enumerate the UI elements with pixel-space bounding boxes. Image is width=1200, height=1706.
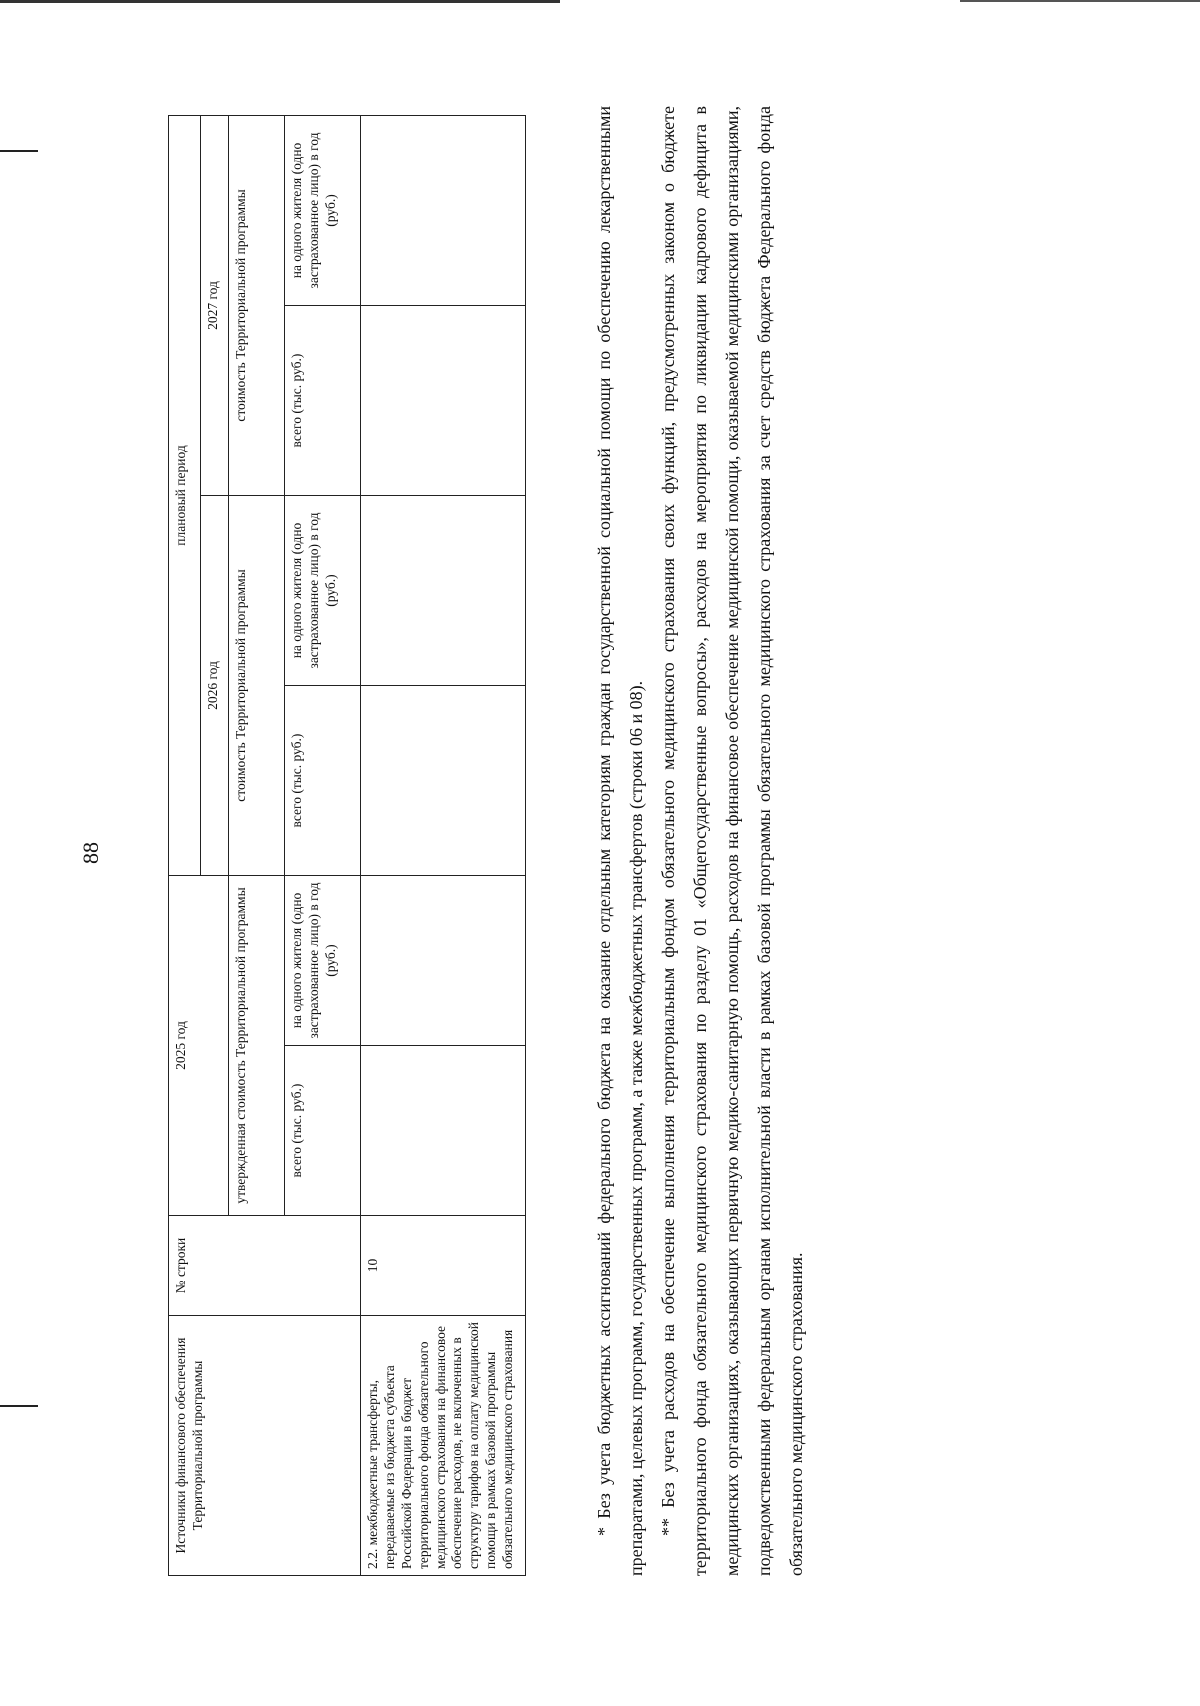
header-total-2027: всего (тыс. руб.) bbox=[285, 306, 361, 496]
row-total-2026 bbox=[361, 686, 526, 876]
header-per-capita-2026: на одного жителя (одно застрахованное лицо) в год (руб.) bbox=[285, 496, 361, 686]
page-number: 88 bbox=[78, 842, 103, 864]
table-row bbox=[361, 115, 526, 1575]
row-total-2025 bbox=[361, 1046, 526, 1216]
header-year-2025: 2025 год bbox=[169, 876, 229, 1216]
header-source: Источники финансового обеспечения Территориальной программы bbox=[169, 1316, 361, 1576]
row-per-capita-2027 bbox=[361, 115, 526, 305]
header-per-capita-2025: на одного жителя (одно застрахованное лицо) в год (руб.) bbox=[285, 876, 361, 1046]
header-planned-period: плановый период bbox=[169, 115, 201, 875]
row-per-capita-2026 bbox=[361, 496, 526, 686]
financing-table bbox=[168, 115, 526, 1576]
header-total-2026: всего (тыс. руб.) bbox=[285, 686, 361, 876]
footnotes bbox=[588, 106, 812, 1576]
header-year-2026: 2026 год bbox=[201, 496, 229, 876]
header-approved-cost: утвержденная стоимость Территориальной программы bbox=[229, 876, 285, 1216]
header-line-no: № строки bbox=[169, 1216, 361, 1316]
header-cost-2027: стоимость Территориальной программы bbox=[229, 115, 285, 495]
footnote-1: * Без учета бюджетных ассигнований федерального бюджета на оказание отдельным категориям граждан государственной социальной помощи по обеспечению лекарственными препаратами, целевых программ, государственных программ, а также межбюджетных трансфертов (строки 06 и 08). bbox=[594, 106, 646, 1576]
row-per-capita-2025 bbox=[361, 876, 526, 1046]
row-source: 2.2. межбюджетные трансферты, передаваемые из бюджета субъекта Российской Федерации в бюджет территориального фонда обязательного медицинского страхования на финансовое обеспечение расходов, не включенных в структуру тарифов на оплату медицинской помощи в рамках базовой программы обязательного медицинского страхования bbox=[361, 1316, 526, 1576]
footnote-2: ** Без учета расходов на обеспечение выполнения территориальным фондом обязательного медицинского страхования своих функций, предусмотренных законом о бюджете территориального фонда обязательного медицинского страхования по разделу 01 «Общегосударственные вопросы», расходов на мероприятия по ликвидации кадрового дефицита в медицинских организациях, оказывающих первичную медико-санитарную помощь, расходов на финансовое обеспечение медицинской помощи, оказываемой медицинскими организациями, подведомственными федеральным органам исполнительной власти в рамках базовой программы обязательного медицинского страхования за счет средств бюджета Федерального фонда обязательного медицинского страхования. bbox=[658, 106, 806, 1576]
header-per-capita-2027: на одного жителя (одно застрахованное лицо) в год (руб.) bbox=[285, 115, 361, 305]
header-cost-2026: стоимость Территориальной программы bbox=[229, 496, 285, 876]
header-total-2025: всего (тыс. руб.) bbox=[285, 1046, 361, 1216]
header-year-2027: 2027 год bbox=[201, 115, 229, 495]
row-line-no: 10 bbox=[361, 1216, 526, 1316]
row-total-2027 bbox=[361, 306, 526, 496]
